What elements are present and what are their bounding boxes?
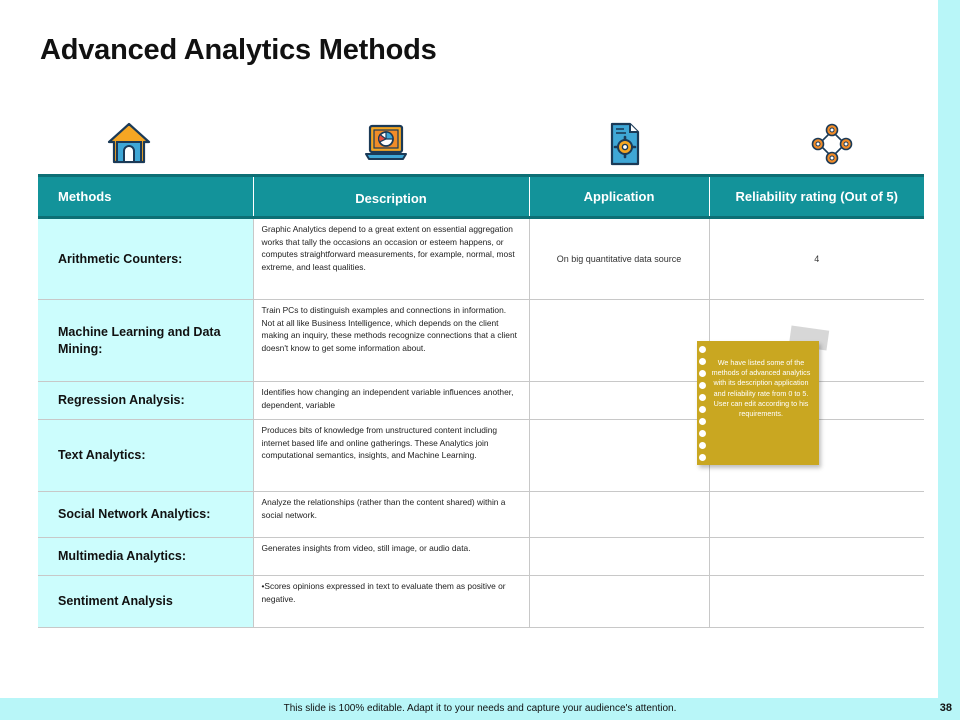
method-rating: 4 (709, 218, 924, 300)
method-description: Train PCs to distinguish examples and connections in information. Not at all like Business Intelligence, which depends on the client making an inquiry, these methods recognize connections that a client doesn't know to get some information about. (253, 300, 529, 382)
method-description: •Scores opinions expressed in text to evaluate them as positive or negative. (253, 576, 529, 628)
page-number: 38 (939, 702, 952, 714)
footer-bar (0, 698, 960, 720)
table-header-row (38, 176, 924, 218)
header-reliability: Reliability rating (Out of 5) (709, 176, 924, 218)
table-row (38, 218, 924, 300)
method-name: Regression Analysis: (38, 382, 253, 420)
method-application (529, 300, 709, 382)
method-description: Generates insights from video, still image, or audio data. (253, 538, 529, 576)
laptop-chart-icon (362, 120, 410, 168)
table-row (38, 538, 924, 576)
method-description: Produces bits of knowledge from unstructured content including internet based life and online gatherings. These Analytics join computational semantics, insights, and Machine Learning. (253, 420, 529, 492)
house-icon (105, 120, 153, 168)
method-description: Analyze the relationships (rather than the content shared) within a social network. (253, 492, 529, 538)
method-name: Multimedia Analytics: (38, 538, 253, 576)
footer-text: This slide is 100% editable. Adapt it to your needs and capture your audience's attention. (283, 703, 677, 714)
method-name: Text Analytics: (38, 420, 253, 492)
method-application (529, 382, 709, 420)
method-application: On big quantitative data source (529, 218, 709, 300)
right-accent-band (938, 0, 960, 720)
method-description: Identifies how changing an independent variable influences another, dependent, variable (253, 382, 529, 420)
method-application (529, 538, 709, 576)
method-description: Graphic Analytics depend to a great extent on essential aggregation works that tally the occasions an occasion or esteem happens, or computes straightforward measurements, for example, normal, most extreme, and least qualities. (253, 218, 529, 300)
slide-title: Advanced Analytics Methods (40, 34, 437, 66)
header-methods: Methods (38, 176, 253, 218)
method-rating (709, 492, 924, 538)
method-name: Machine Learning and Data Mining: (38, 300, 253, 382)
sticky-note[interactable] (697, 341, 819, 465)
method-name: Social Network Analytics: (38, 492, 253, 538)
method-application (529, 420, 709, 492)
note-binder-holes (699, 346, 707, 466)
method-name: Sentiment Analysis (38, 576, 253, 628)
gear-document-icon (600, 120, 648, 168)
method-rating (709, 538, 924, 576)
table-row (38, 492, 924, 538)
method-rating (709, 576, 924, 628)
sticky-note-text: We have listed some of the methods of advanced analytics with its description application and reliability rate from 0 to 5. User can edit according to his requirements. (711, 358, 811, 419)
method-name: Arithmetic Counters: (38, 218, 253, 300)
table-row (38, 576, 924, 628)
header-application: Application (529, 176, 709, 218)
header-description: Description (253, 176, 529, 218)
method-application (529, 492, 709, 538)
gear-network-icon (808, 120, 856, 168)
method-application (529, 576, 709, 628)
